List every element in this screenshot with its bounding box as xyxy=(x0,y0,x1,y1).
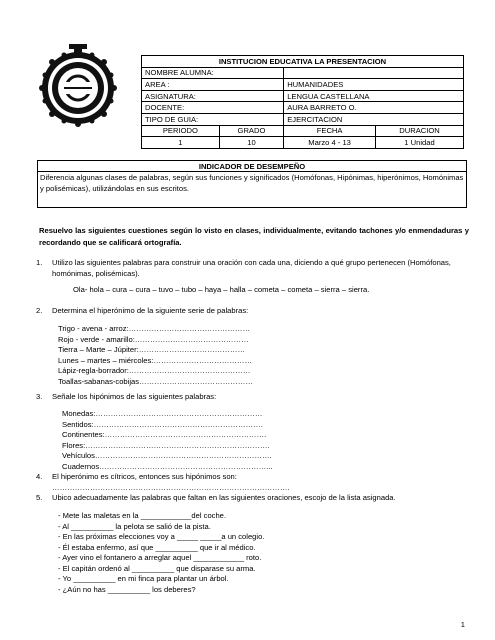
school-seal-logo xyxy=(34,44,122,132)
header-table xyxy=(141,55,464,149)
val-duration: 1 Unidad xyxy=(376,137,464,149)
list-item: - En las próximas elecciones voy a _____ _____a un colegio. xyxy=(58,532,265,541)
list-item: Cuadernos…………………………………………………………... xyxy=(62,461,273,471)
guide-type-value: EJERCITACION xyxy=(284,113,464,125)
val-date: Marzo 4 - 13 xyxy=(284,137,376,149)
list-item: Vehículos……………………………………………………………. xyxy=(62,451,272,460)
guide-type-label: TIPO DE GUIA: xyxy=(142,113,284,125)
question-2 xyxy=(36,306,467,317)
list-item: Monedas:………………………………………………………… xyxy=(62,409,263,418)
question-5-text: Ubico adecuadamente las palabras que faltan en las siguientes oraciones, escojo de la lista asignada. xyxy=(52,493,396,502)
question-4 xyxy=(36,472,467,493)
question-2-text: Determina el hiperónimo de la siguiente serie de palabras: xyxy=(52,306,249,315)
question-2-number: 2. xyxy=(36,306,43,315)
list-item: Rojo - verde - amarillo:……………………………………… xyxy=(58,334,249,344)
val-grade: 10 xyxy=(219,137,283,149)
col-grade: GRADO xyxy=(219,125,283,137)
list-item: Flores:………………………………………………………………. xyxy=(62,440,270,450)
list-item: - Yo __________ en mi finca para plantar un árbol. xyxy=(58,574,229,583)
list-item: - Él estaba enfermo, así que __________ que ir al médico. xyxy=(58,542,256,552)
area-label: AREA : xyxy=(142,79,284,91)
question-3-text: Señale los hipónimos de las siguientes palabras: xyxy=(52,392,217,401)
student-name-label: NOMBRE ALUMNA: xyxy=(142,67,284,79)
question-5-list xyxy=(58,511,418,595)
page-number: 1 xyxy=(460,620,465,629)
performance-text: Diferencia algunas clases de palabras, según sus funciones y significados (Homófonas, Hipónimas, hiperónimos, Homónimas y polisémicas), utilizándolas en sus escritos. xyxy=(40,173,464,193)
list-item: - El capitán ordenó al __________ que disparase su arma. xyxy=(58,563,256,573)
list-item: Continentes:………………………………………………………. xyxy=(62,430,267,439)
list-item: - Mete las maletas en la ____________del coche. xyxy=(58,511,227,520)
list-item: - ¿Aún no has __________ los deberes? xyxy=(58,584,196,594)
student-name-value xyxy=(284,67,464,79)
teacher-value: AURA BARRETO O. xyxy=(284,102,464,114)
col-period: PERIODO xyxy=(142,125,220,137)
area-value: HUMANIDADES xyxy=(284,79,464,91)
question-4-answer-line: …………………………………………………………………………………. xyxy=(52,482,290,492)
instructions: Resuelvo las siguientes cuestiones según lo visto en clases, individualmente, evitando tachones y/o enmendaduras y recordando que se calificará ortografía. xyxy=(39,226,469,247)
question-3-number: 3. xyxy=(36,392,43,401)
institution-name: INSTITUCION EDUCATIVA LA PRESENTACION xyxy=(142,56,464,68)
question-4-text: El hiperónimo es cítricos, entonces sus hipónimos son: xyxy=(52,472,237,481)
teacher-label: DOCENTE: xyxy=(142,102,284,114)
performance-heading: INDICADOR DE DESEMPEÑO xyxy=(38,161,466,172)
question-4-number: 4. xyxy=(36,472,43,481)
question-1-number: 1. xyxy=(36,258,43,267)
list-item: - Al __________ la pelota se salió de la pista. xyxy=(58,521,211,531)
question-3 xyxy=(36,392,467,403)
question-1-words: Ola- hola – cura – cura – tuvo – tubo – haya – halla – cometa – cometa – sierra – sierra. xyxy=(73,285,370,294)
list-item: - Ayer vino el fontanero a arreglar aquel ____________ roto. xyxy=(58,553,262,562)
list-item: Sentidos:…………………………………………………………. xyxy=(62,419,263,429)
list-item: Tierra – Marte – Júpiter:…………………………………… xyxy=(58,345,246,354)
question-3-list xyxy=(62,409,362,472)
list-item: Toallas-sabanas-cobijas……………………………………… xyxy=(58,376,253,386)
col-duration: DURACION xyxy=(376,125,464,137)
list-item: Lápiz-regla-borrador:………………………………………… xyxy=(58,366,251,375)
col-date: FECHA xyxy=(284,125,376,137)
question-5 xyxy=(36,493,472,504)
list-item: Lunes – martes – miércoles:………………………………… xyxy=(58,355,253,365)
subject-label: ASIGNATURA: xyxy=(142,90,284,102)
question-2-list xyxy=(58,324,358,387)
question-5-number: 5. xyxy=(36,493,43,502)
performance-indicator-box xyxy=(37,160,467,208)
val-period: 1 xyxy=(142,137,220,149)
subject-value: LENGUA CASTELLANA xyxy=(284,90,464,102)
question-1-text: Utilizo las siguientes palabras para construir una oración con cada una, diciendo a qué grupo pertenecen (Homófonas, homónimas, polisémicas). xyxy=(52,258,451,278)
list-item: Trigo - avena - arroz:………………………………………… xyxy=(58,324,251,333)
question-1 xyxy=(36,258,467,279)
